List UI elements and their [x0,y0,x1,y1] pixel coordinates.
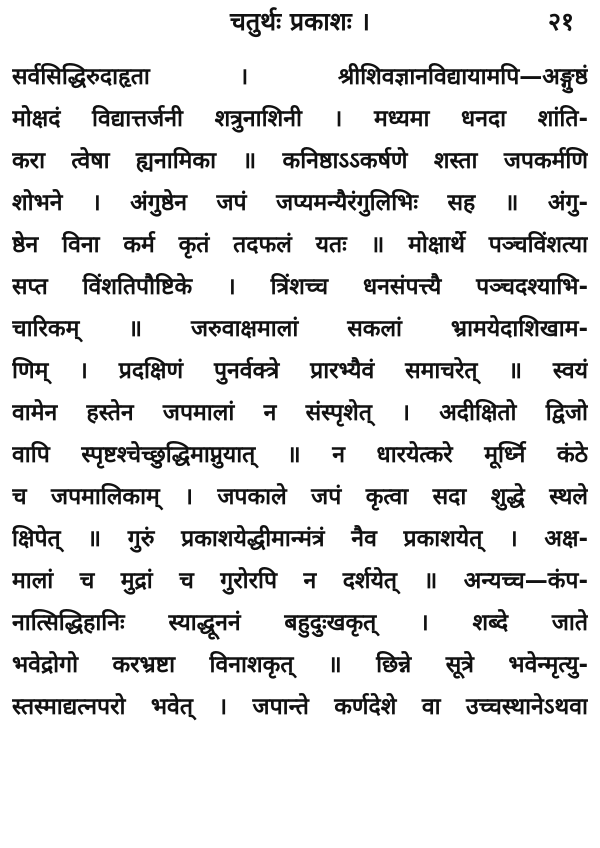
text-line-9: वामेन हस्तेन जपमालां न संस्पृशेत् । अदीक्षितो द्विजो [12,400,588,426]
text-line-8: णिम् । प्रदक्षिणं पुनर्वक्त्रे प्रारभ्यैवं समाचरेत् ॥ स्वयं [12,358,588,384]
page-header [0,4,600,42]
text-line-3: करा त्वेषा ह्यनामिका ॥ कनिष्ठाऽऽकर्षणे शस्ता जपकर्मणि [12,148,588,174]
text-line-4: शोभने । अंगुष्ठेन जपं जप्यमन्यैरंगुलिभिः सह ॥ अंगु- [12,190,588,216]
body-text [12,56,588,728]
text-line-6: सप्त विंशतिपौष्टिके । त्रिंशच्च धनसंपत्त्यै पञ्चदश्याभि- [12,274,588,300]
text-line-11: च जपमालिकाम् । जपकाले जपं कृत्वा सदा शुद्धे स्थले [12,484,588,510]
text-line-13: मालां च मुद्रां च गुरोरपि न दर्शयेत् ॥ अन्यच्च—कंप- [12,568,588,594]
text-line-12: क्षिपेत् ॥ गुरुं प्रकाशयेद्धीमान्मंत्रं नैव प्रकाशयेत् । अक्ष- [12,526,588,552]
text-line-2: मोक्षदं विद्यात्तर्जनी शत्रुनाशिनी । मध्यमा धनदा शांति- [12,106,588,132]
text-line-7: चारिकम् ॥ जरुवाक्षमालां सकलां भ्रामयेदाशिखाम- [12,316,588,342]
text-line-15: भवेद्रोगो करभ्रष्टा विनाशकृत् ॥ छिन्ने सूत्रे भवेन्मृत्यु- [12,652,588,678]
text-line-5: ष्ठेन विना कर्म कृतं तदफलं यतः ॥ मोक्षार्थे पञ्चविंशत्या [12,232,588,258]
running-title: चतुर्थः प्रकाशः । [230,7,370,36]
page-number: २१ [547,7,574,36]
text-line-10: वापि स्पृष्टश्चेच्छुद्धिमाप्नुयात् ॥ न धारयेत्करे मूर्ध्नि कंठे [12,442,588,468]
text-line-16: स्तस्माद्यत्नपरो भवेत् । जपान्ते कर्णदेशे वा उच्चस्थानेऽथवा [12,694,588,720]
text-line-14: नात्सिद्धिहानिः स्याद्धूननं बहुदुःखकृत् । शब्दे जाते [12,610,588,636]
text-line-1: सर्वसिद्धिरुदाहृता । श्रीशिवज्ञानविद्यायामपि—अङ्गुष्ठं [12,64,588,90]
